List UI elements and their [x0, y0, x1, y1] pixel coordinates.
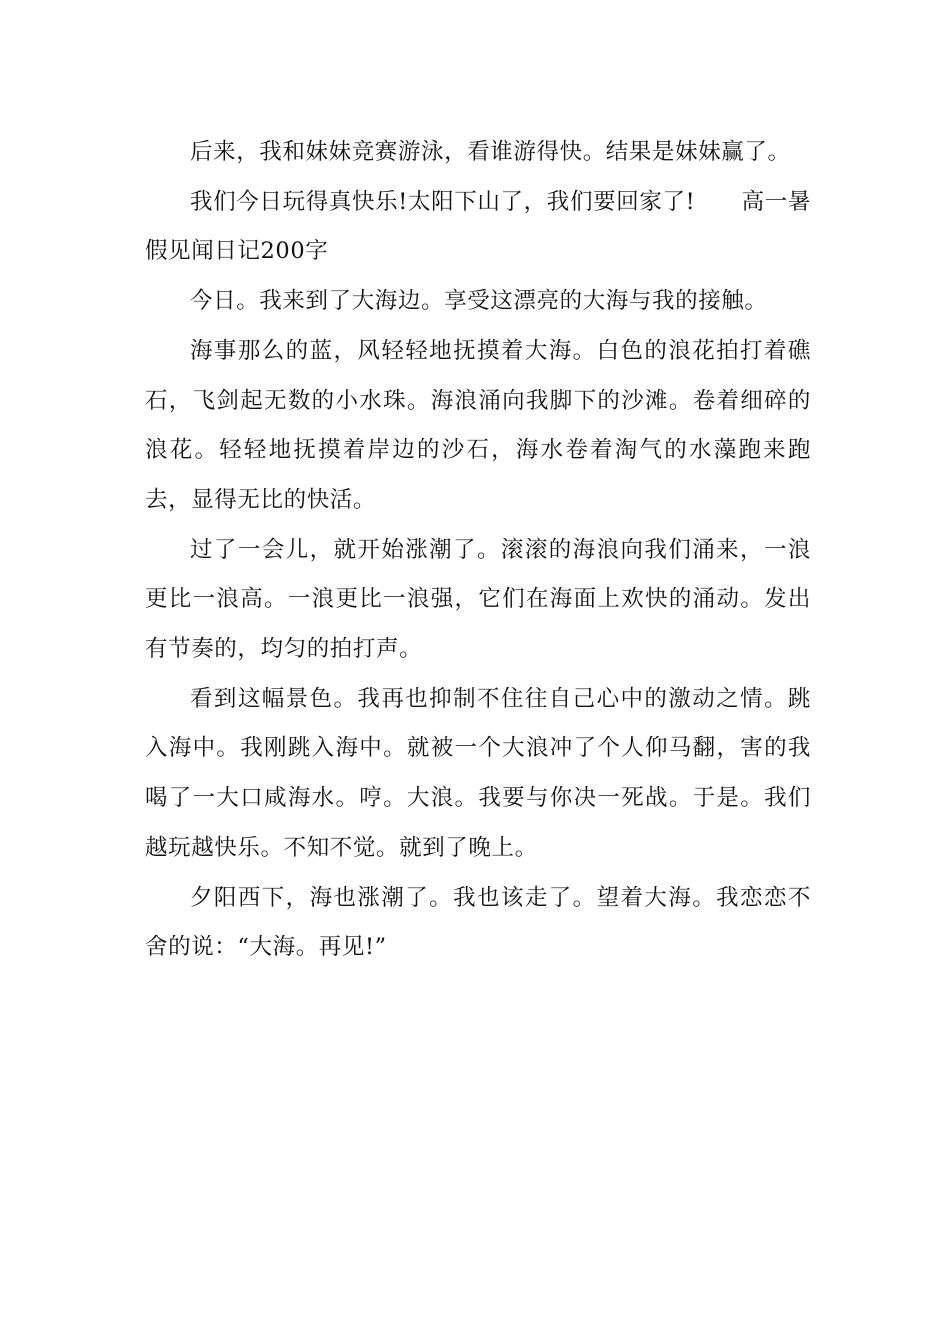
paragraph-4: 海事那么的蓝，风轻轻地抚摸着大海。白色的浪花拍打着礁石，飞剑起无数的小水珠。海浪涌向我脚下的沙滩。卷着细碎的浪花。轻轻地抚摸着岸边的沙石，海水卷着淘气的水藻跑来跑去，显得无比的快活。	[145, 337, 811, 513]
paragraph-6: 看到这幅景色。我再也抑制不住往自己心中的激动之情。跳入海中。我刚跳入海中。就被一个大浪冲了个人仰马翻，害的我喝了一大口咸海水。哼。大浪。我要与你决一死战。于是。我们越玩越快乐。不知不觉。就到了晚上。	[145, 685, 811, 861]
paragraph-2: 我们今日玩得真快乐!太阳下山了，我们要回家了! 高一暑假见闻日记200字	[145, 188, 811, 265]
paragraph-7: 夕阳西下，海也涨潮了。我也该走了。望着大海。我恋恋不舍的说：“大海。再见!”	[145, 884, 811, 961]
document-body	[145, 128, 811, 973]
paragraph-3: 今日。我来到了大海边。享受这漂亮的大海与我的接触。	[190, 288, 768, 315]
paragraph-5: 过了一会儿，就开始涨潮了。滚滚的海浪向我们涌来，一浪更比一浪高。一浪更比一浪强，它们在海面上欢快的涌动。发出有节奏的，均匀的拍打声。	[145, 536, 811, 663]
paragraph-1: 后来，我和妹妹竞赛游泳，看谁游得快。结果是妹妹赢了。	[190, 139, 791, 165]
